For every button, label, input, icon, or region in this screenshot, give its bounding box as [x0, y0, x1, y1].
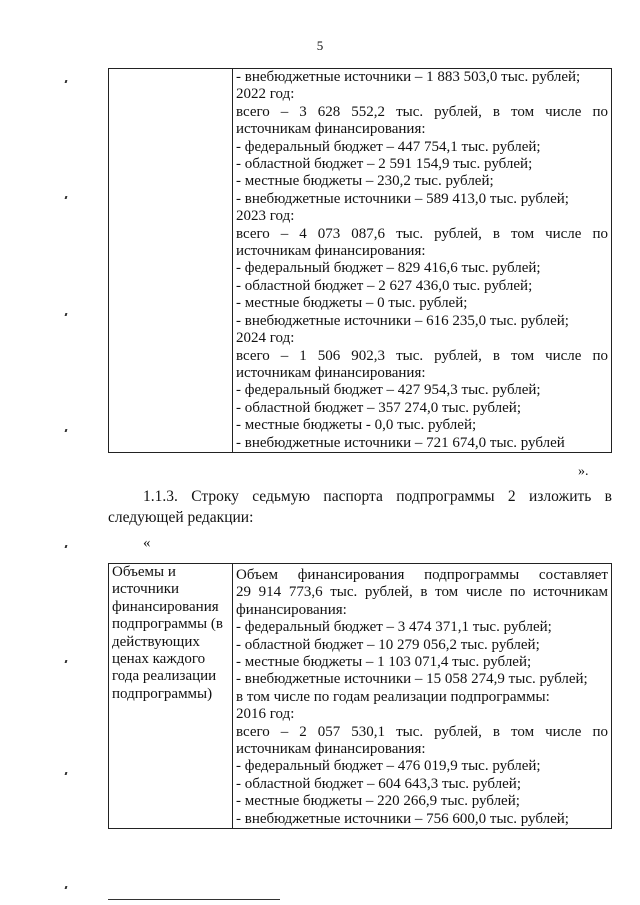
page-number: 5 — [316, 38, 324, 53]
label-line: подпрограммы) — [112, 685, 213, 702]
table-line: финансирования: — [236, 601, 347, 618]
amendment-paragraph-continuation: следующей редакции: — [108, 509, 254, 526]
label-line: Объемы и — [112, 564, 176, 580]
table-line: - федеральный бюджет – 476 019,9 тыс. рублей; — [236, 758, 541, 775]
opening-quote: « — [143, 535, 151, 551]
table-line: всего – 4 073 087,6 тыс. рублей, в том числе по — [236, 225, 608, 242]
margin-tick-mark — [65, 313, 69, 317]
table-line: - федеральный бюджет – 427 954,3 тыс. рублей; — [236, 382, 541, 399]
table-line: - местные бюджеты – 220 266,9 тыс. рублей; — [236, 793, 520, 810]
footnote-separator — [108, 899, 280, 900]
table-line: - внебюджетные источники – 589 413,0 тыс. рублей; — [236, 190, 569, 207]
label-line: подпрограммы (в — [112, 616, 223, 633]
table-line: в том числе по годам реализации подпрограммы: — [236, 688, 550, 705]
table-content-cell — [233, 69, 612, 453]
table-line: источникам финансирования: — [236, 121, 426, 138]
table-label-cell-empty — [109, 69, 233, 453]
margin-tick-mark — [65, 886, 69, 890]
table-line: - внебюджетные источники – 616 235,0 тыс. рублей; — [236, 312, 569, 329]
table-line: Объем финансирования подпрограммы составляет — [236, 567, 608, 583]
table-line: - областной бюджет – 10 279 056,2 тыс. рублей; — [236, 636, 540, 653]
margin-tick-mark — [65, 772, 69, 776]
year-heading: 2023 год: — [236, 208, 295, 225]
margin-tick-mark — [65, 660, 69, 664]
year-heading: 2024 год: — [236, 330, 295, 347]
label-line: года реализации — [112, 668, 217, 685]
table-line: источникам финансирования: — [236, 741, 426, 758]
year-heading: 2016 год: — [236, 706, 295, 723]
table-line: - местные бюджеты - 0,0 тыс. рублей; — [236, 417, 477, 434]
table-line: - местные бюджеты – 230,2 тыс. рублей; — [236, 173, 494, 190]
table-line: - местные бюджеты – 0 тыс. рублей; — [236, 295, 468, 312]
closing-quote: ». — [578, 464, 589, 479]
amendment-paragraph: 1.1.3. Строку седьмую паспорта подпрограммы 2 изложить в — [143, 488, 612, 505]
table-line: - федеральный бюджет – 3 474 371,1 тыс. рублей; — [236, 619, 552, 636]
label-line: источники — [112, 581, 180, 598]
table-line: - федеральный бюджет – 829 416,6 тыс. рублей; — [236, 260, 541, 277]
funding-table-continued — [108, 68, 612, 453]
table-line: - местные бюджеты – 1 103 071,4 тыс. рублей; — [236, 654, 532, 671]
table-line: - областной бюджет – 2 627 436,0 тыс. рублей; — [236, 277, 533, 294]
table-content-cell — [233, 564, 612, 829]
year-heading: 2022 год: — [236, 86, 295, 103]
label-line: действующих — [112, 633, 200, 650]
table-line: источникам финансирования: — [236, 243, 426, 260]
table-label-cell — [109, 564, 233, 829]
label-line: ценах каждого — [112, 651, 206, 668]
margin-tick-mark — [65, 429, 69, 433]
table-line: всего – 1 506 902,3 тыс. рублей, в том числе по — [236, 347, 608, 364]
label-line: финансирования — [112, 598, 219, 615]
table-line: - областной бюджет – 2 591 154,9 тыс. рублей; — [236, 156, 533, 173]
table-line: источникам финансирования: — [236, 364, 426, 381]
table-line: - федеральный бюджет – 447 754,1 тыс. рублей; — [236, 138, 541, 155]
table-line: 29 914 773,6 тыс. рублей, в том числе по источникам — [236, 584, 608, 601]
margin-tick-mark — [65, 80, 69, 84]
table-line: - внебюджетные источники – 1 883 503,0 тыс. рублей; — [236, 69, 581, 85]
margin-tick-mark — [65, 545, 69, 549]
table-line: - внебюджетные источники – 756 600,0 тыс. рублей; — [236, 810, 569, 827]
table-line: всего – 2 057 530,1 тыс. рублей, в том числе по — [236, 723, 608, 740]
table-line: - областной бюджет – 604 643,3 тыс. рублей; — [236, 775, 521, 792]
table-line: - областной бюджет – 357 274,0 тыс. рублей; — [236, 399, 521, 416]
funding-table-new — [108, 563, 612, 829]
table-line: - внебюджетные источники – 721 674,0 тыс. рублей — [236, 434, 565, 451]
table-line: всего – 3 628 552,2 тыс. рублей, в том числе по — [236, 103, 608, 120]
table-line: - внебюджетные источники – 15 058 274,9 тыс. рублей; — [236, 671, 588, 688]
margin-tick-mark — [65, 196, 69, 200]
